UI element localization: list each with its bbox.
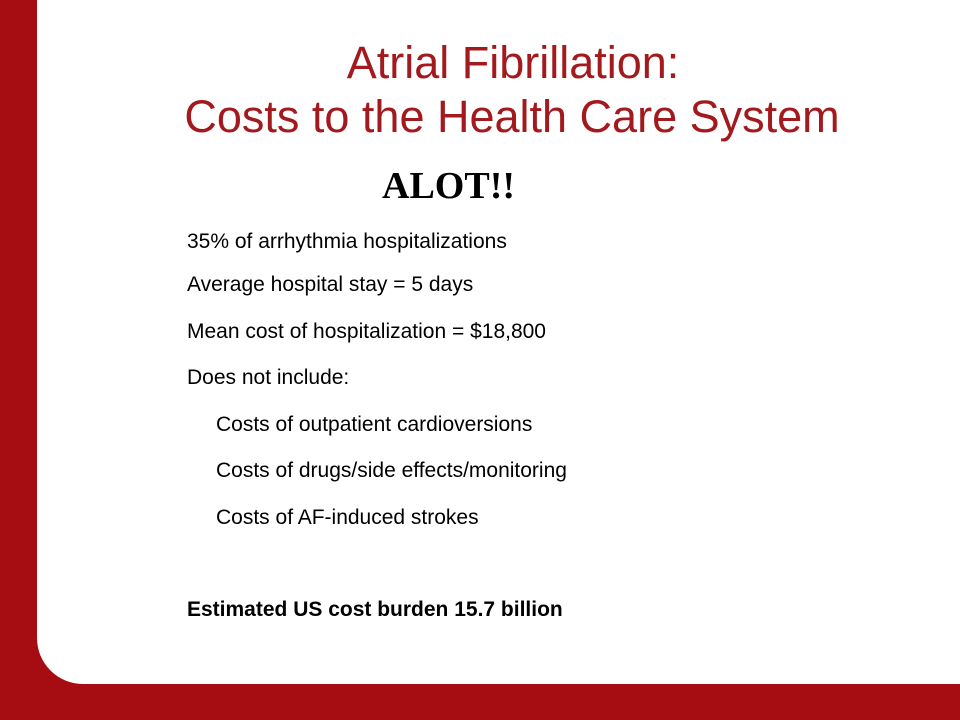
sub-bullet-item: Costs of AF-induced strokes bbox=[216, 506, 479, 529]
slide-title bbox=[0, 36, 960, 144]
slide-subheading: ALOT!! bbox=[382, 165, 515, 207]
sub-bullet-item: Costs of outpatient cardioversions bbox=[216, 413, 533, 436]
bullet-item: Average hospital stay = 5 days bbox=[187, 273, 474, 296]
bullet-item: Does not include: bbox=[187, 366, 350, 389]
bullet-item: 35% of arrhythmia hospitalizations bbox=[187, 230, 507, 253]
slide-title-line-1: Atrial Fibrillation: bbox=[346, 37, 680, 88]
bullet-item: Mean cost of hospitalization = $18,800 bbox=[187, 320, 546, 343]
bullet-item-summary: Estimated US cost burden 15.7 billion bbox=[187, 598, 563, 621]
slide-title-line-2: Costs to the Health Care System bbox=[184, 91, 840, 142]
sub-bullet-item: Costs of drugs/side effects/monitoring bbox=[216, 459, 567, 482]
